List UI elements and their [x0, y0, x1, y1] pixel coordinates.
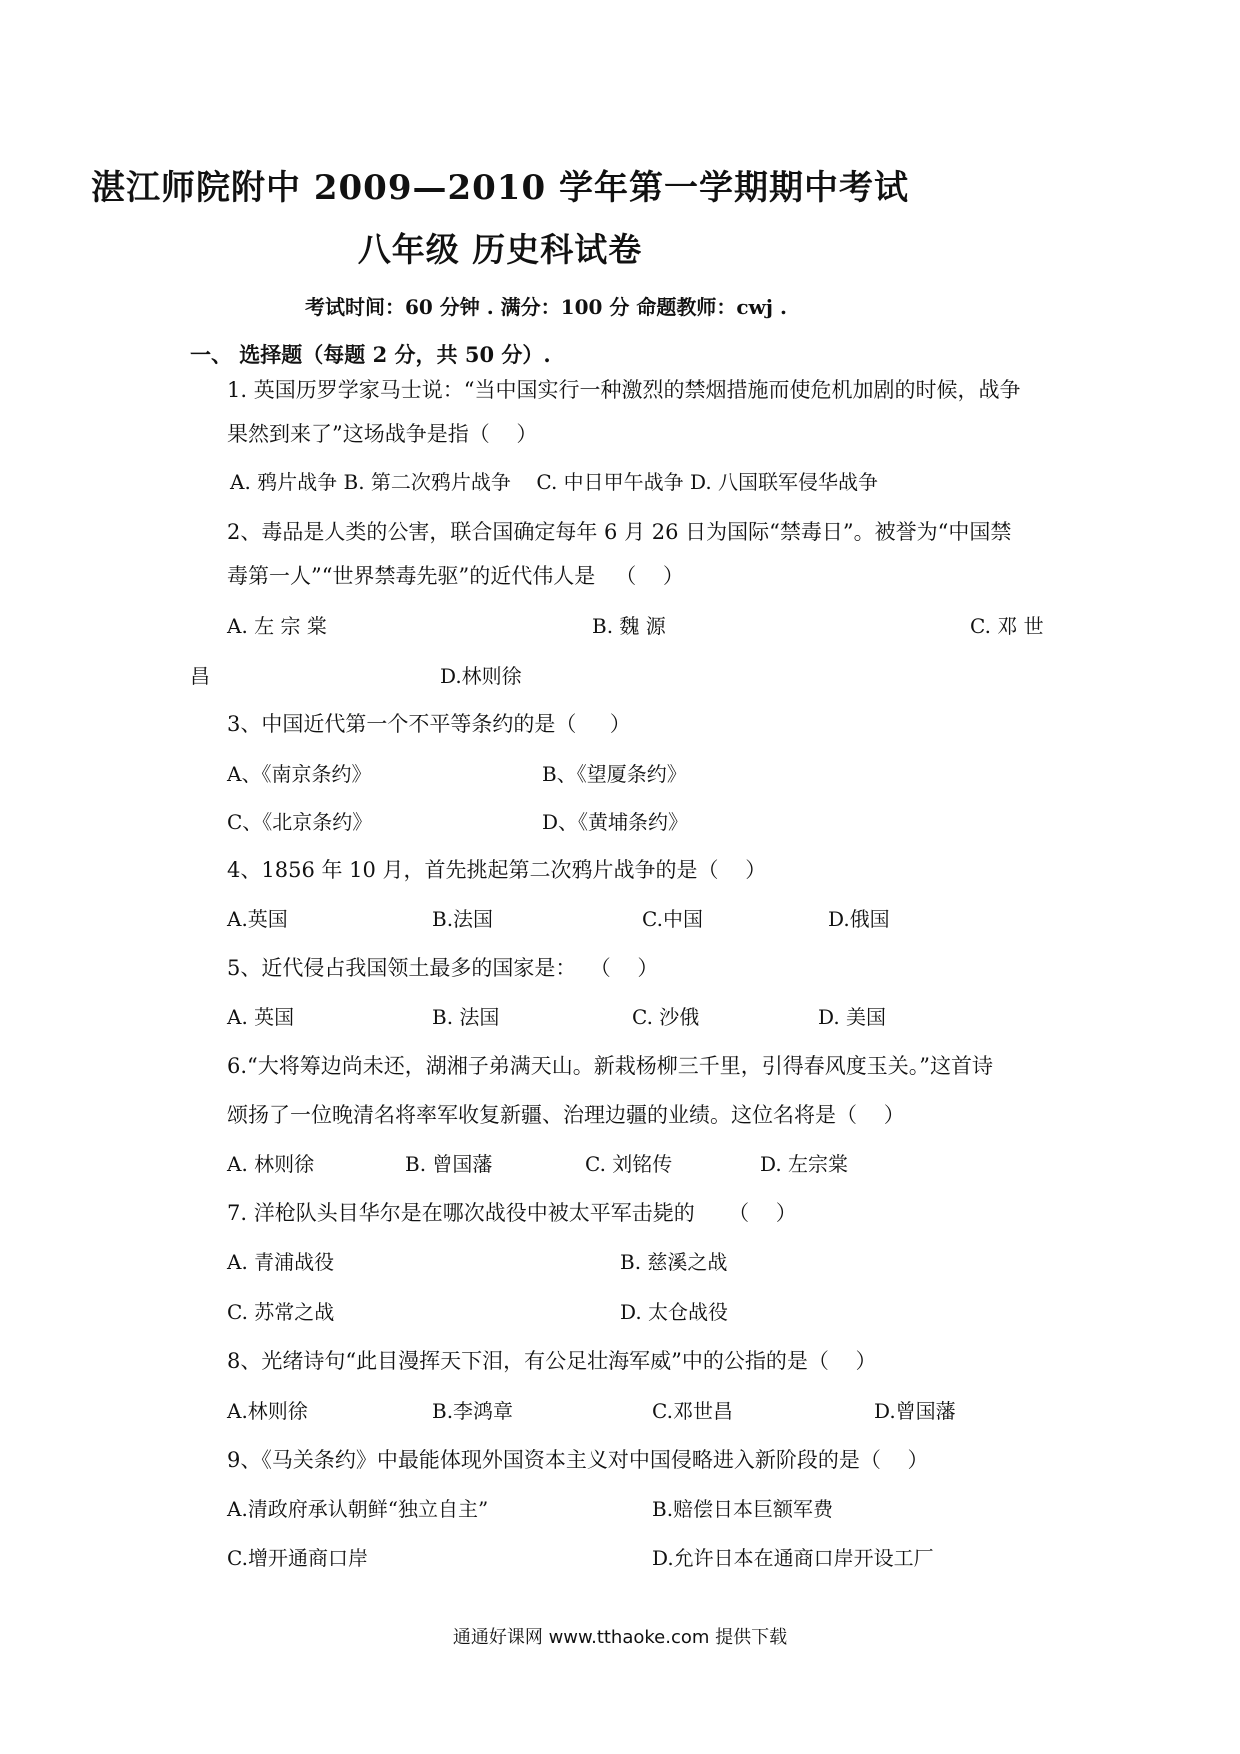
question-9-option-a: A.清政府承认朝鲜“独立自主” [227, 1497, 489, 1521]
question-3-stem: 3、中国近代第一个不平等条约的是（ ） [227, 712, 631, 736]
question-2-option-d: D.林则徐 [440, 664, 522, 688]
question-2-stem-line-2: 毒第一人”“世界禁毒先驱”的近代伟人是 （ ） [227, 564, 684, 588]
question-7-stem: 7. 洋枪队头目华尔是在哪次战役中被太平军击毙的 （ ） [227, 1201, 797, 1225]
exam-title: 湛江师院附中 2009—2010 学年第一学期期中考试 [91, 168, 909, 208]
question-3-option-c: C、《北京条约》 [227, 810, 373, 834]
question-2-option-c-continued: 昌 [190, 664, 210, 688]
question-8-option-a: A.林则徐 [227, 1399, 308, 1423]
question-5-option-a: A. 英国 [227, 1005, 295, 1029]
question-7-option-c: C. 苏常之战 [227, 1300, 335, 1324]
section-title: 一、 选择题（每题 2 分，共 50 分）. [190, 342, 551, 367]
exam-meta: 考试时间：60 分钟 . 满分：100 分 命题教师：cwj . [305, 295, 787, 319]
exam-subtitle: 八年级 历史科试卷 [357, 230, 643, 269]
question-9-option-b: B.赔偿日本巨额军费 [652, 1497, 834, 1521]
question-6-option-d: D. 左宗棠 [760, 1152, 849, 1176]
question-2-option-b: B. 魏 源 [592, 614, 666, 638]
question-8-option-d: D.曾国藩 [874, 1399, 956, 1423]
question-2-stem-line-1: 2、毒品是人类的公害，联合国确定每年 6 月 26 日为国际“禁毒日”。被誉为“中国禁 [227, 520, 1012, 544]
question-5-option-c: C. 沙俄 [632, 1005, 700, 1029]
question-7-option-b: B. 慈溪之战 [620, 1250, 728, 1274]
question-5-option-b: B. 法国 [432, 1005, 500, 1029]
question-5-option-d: D. 美国 [818, 1005, 887, 1029]
question-6-option-a: A. 林则徐 [227, 1152, 315, 1176]
question-6-stem-line-1: 6.“大将筹边尚未还，湖湘子弟满天山。新栽杨柳三千里，引得春风度玉关。”这首诗 [227, 1054, 994, 1078]
question-3-option-d: D、《黄埔条约》 [542, 810, 689, 834]
question-4-option-c: C.中国 [642, 907, 703, 931]
question-4-option-b: B.法国 [432, 907, 494, 931]
question-9-option-d: D.允许日本在通商口岸开设工厂 [652, 1546, 934, 1570]
question-4-option-d: D.俄国 [828, 907, 890, 931]
question-4-option-a: A.英国 [227, 907, 288, 931]
question-7-option-a: A. 青浦战役 [227, 1250, 335, 1274]
question-2-option-a: A. 左 宗 棠 [227, 614, 327, 638]
question-3-option-b: B、《望厦条约》 [542, 762, 687, 786]
question-9-stem: 9、《马关条约》中最能体现外国资本主义对中国侵略进入新阶段的是（ ） [227, 1448, 929, 1472]
question-1-options: A. 鸦片战争 B. 第二次鸦片战争 C. 中日甲午战争 D. 八国联军侵华战争 [230, 470, 879, 494]
question-6-option-b: B. 曾国藩 [405, 1152, 493, 1176]
question-3-option-a: A、《南京条约》 [227, 762, 372, 786]
question-5-stem: 5、近代侵占我国领土最多的国家是： （ ） [227, 956, 659, 980]
question-6-stem-line-2: 颂扬了一位晚清名将率军收复新疆、治理边疆的业绩。这位名将是（ ） [227, 1103, 905, 1127]
question-8-option-c: C.邓世昌 [652, 1399, 733, 1423]
question-2-option-c: C. 邓 世 [970, 614, 1044, 638]
question-8-option-b: B.李鸿章 [432, 1399, 514, 1423]
question-4-stem: 4、1856 年 10 月，首先挑起第二次鸦片战争的是（ ） [227, 858, 767, 882]
page-footer: 通通好课网 www.tthaoke.com 提供下载 [452, 1627, 788, 1648]
question-8-stem: 8、光绪诗句“此目漫挥天下泪，有公足壮海军威”中的公指的是（ ） [227, 1349, 877, 1373]
question-7-option-d: D. 太仓战役 [620, 1300, 729, 1324]
question-9-option-c: C.增开通商口岸 [227, 1546, 368, 1570]
question-6-option-c: C. 刘铭传 [585, 1152, 673, 1176]
question-1-stem-line-1: 1. 英国历罗学家马士说：“当中国实行一种激烈的禁烟措施而使危机加剧的时候，战争 [227, 378, 1021, 402]
question-1-stem-line-2: 果然到来了”这场战争是指（ ） [227, 422, 538, 446]
